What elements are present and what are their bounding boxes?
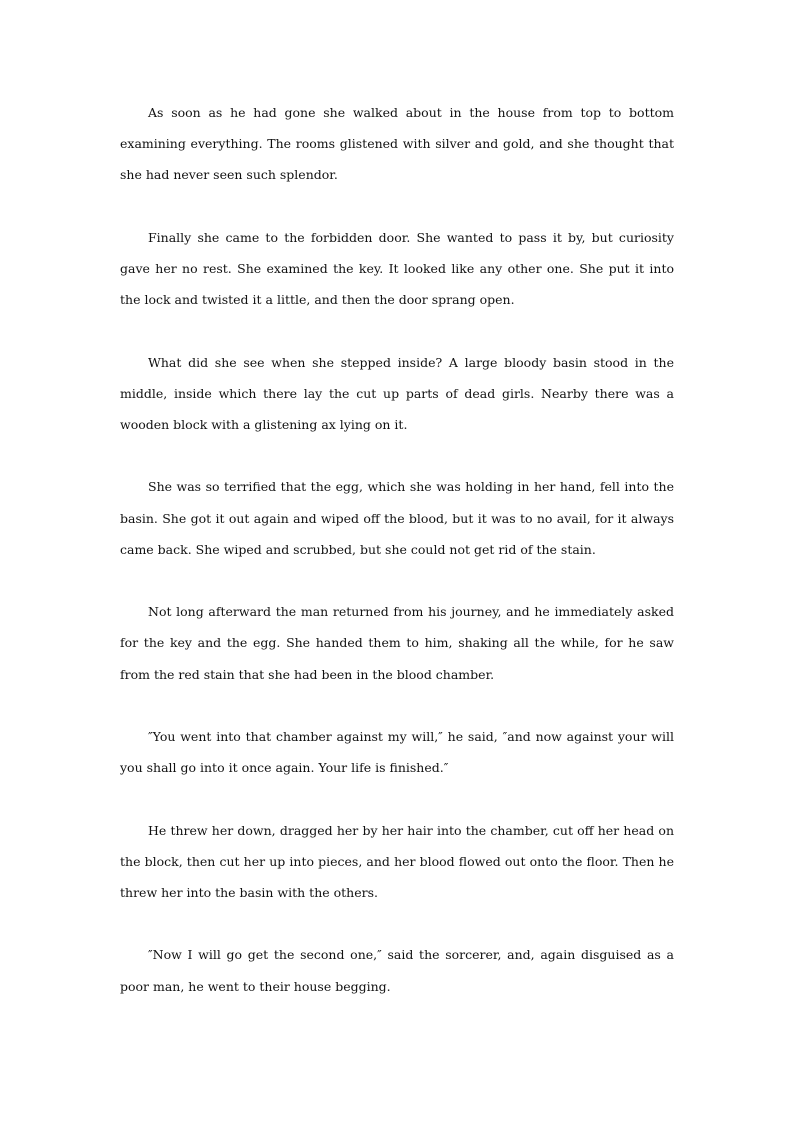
paragraph-1: As soon as he had gone she walked about in the house from top to bottom examining everything. The rooms glistened with silver and gold, and she thought that she had never seen such splendor. — [120, 105, 674, 183]
paragraph-8: ″Now I will go get the second one,″ said the sorcerer, and, again disguised as a poor man, he went to their house begging. — [120, 947, 674, 994]
document-page — [120, 97, 674, 1033]
paragraph-5: Not long afterward the man returned from his journey, and he immediately asked for the key and the egg. She handed them to him, shaking all the while, for he saw from the red stain that she had been in the blood chamber. — [120, 604, 674, 682]
paragraph-3: What did she see when she stepped inside? A large bloody basin stood in the middle, inside which there lay the cut up parts of dead girls. Nearby there was a wooden block with a glistening ax lying on it. — [120, 354, 674, 432]
paragraph-4: She was so terrified that the egg, which she was holding in her hand, fell into the basin. She got it out again and wiped off the blood, but it was to no avail, for it always came back. She wiped and scrubbed, but she could not get rid of the stain. — [120, 479, 674, 557]
paragraph-6: ″You went into that chamber against my will,″ he said, ″and now against your will you shall go into it once again. Your life is finished.″ — [120, 728, 674, 776]
paragraph-7: He threw her down, dragged her by her hair into the chamber, cut off her head on the block, then cut her up into pieces, and her blood flowed out onto the floor. Then he threw her into the basin with the others. — [120, 822, 674, 900]
paragraph-2: Finally she came to the forbidden door. She wanted to pass it by, but curiosity gave her no rest. She examined the key. It looked like any other one. She put it into the lock and twisted it a little, and then the door sprang open. — [120, 229, 674, 308]
